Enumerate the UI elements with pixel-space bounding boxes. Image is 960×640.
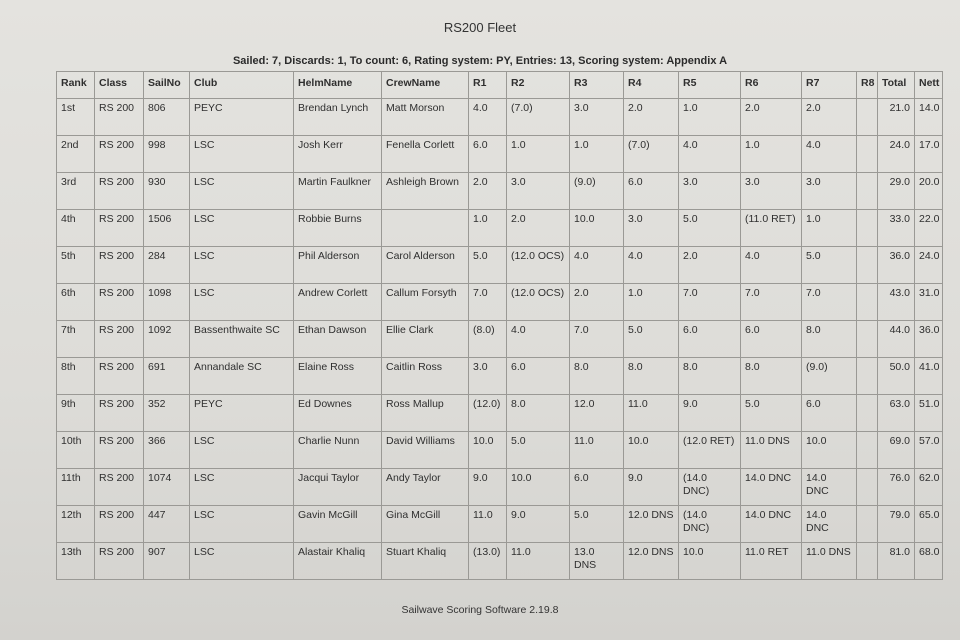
race-1-cell: 11.0 xyxy=(469,506,507,543)
sail-number-cell: 366 xyxy=(144,432,190,469)
race-5-cell: 10.0 xyxy=(679,543,741,580)
race-2-cell: (12.0 OCS) xyxy=(507,247,570,284)
race-6-cell: (11.0 RET) xyxy=(741,210,802,247)
race-4-cell: 11.0 xyxy=(624,395,679,432)
rank-cell: 13th xyxy=(57,543,95,580)
race-4-cell: 12.0 DNS xyxy=(624,506,679,543)
race-1-cell: 2.0 xyxy=(469,173,507,210)
sail-number-cell: 1098 xyxy=(144,284,190,321)
total-cell: 29.0 xyxy=(878,173,915,210)
race-8-cell xyxy=(857,321,878,358)
helm-name-cell: Gavin McGill xyxy=(294,506,382,543)
race-3-cell: (9.0) xyxy=(570,173,624,210)
results-body xyxy=(57,99,943,580)
rank-cell: 8th xyxy=(57,358,95,395)
race-7-cell: 10.0 xyxy=(802,432,857,469)
helm-name-cell: Josh Kerr xyxy=(294,136,382,173)
club-cell: PEYC xyxy=(190,99,294,136)
race-2-cell: 11.0 xyxy=(507,543,570,580)
class-cell: RS 200 xyxy=(95,321,144,358)
class-cell: RS 200 xyxy=(95,469,144,506)
series-summary: Sailed: 7, Discards: 1, To count: 6, Rating system: PY, Entries: 13, Scoring system: Appendix A xyxy=(232,55,728,67)
race-1-cell: 1.0 xyxy=(469,210,507,247)
club-cell: PEYC xyxy=(190,395,294,432)
club-cell: LSC xyxy=(190,136,294,173)
race-2-cell: 10.0 xyxy=(507,469,570,506)
column-header: R7 xyxy=(802,72,857,99)
race-7-cell: 11.0 DNS xyxy=(802,543,857,580)
class-cell: RS 200 xyxy=(95,99,144,136)
helm-name-cell: Ethan Dawson xyxy=(294,321,382,358)
nett-cell: 14.0 xyxy=(915,99,943,136)
race-7-cell: 2.0 xyxy=(802,99,857,136)
crew-name-cell: Ross Mallup xyxy=(382,395,469,432)
sail-number-cell: 691 xyxy=(144,358,190,395)
race-6-cell: 4.0 xyxy=(741,247,802,284)
total-cell: 79.0 xyxy=(878,506,915,543)
table-row xyxy=(57,99,943,136)
club-cell: LSC xyxy=(190,543,294,580)
race-2-cell: 9.0 xyxy=(507,506,570,543)
race-1-cell: (13.0) xyxy=(469,543,507,580)
total-cell: 69.0 xyxy=(878,432,915,469)
sail-number-cell: 998 xyxy=(144,136,190,173)
rank-cell: 10th xyxy=(57,432,95,469)
race-5-cell: (14.0 DNC) xyxy=(679,469,741,506)
rank-cell: 9th xyxy=(57,395,95,432)
rank-cell: 2nd xyxy=(57,136,95,173)
helm-name-cell: Brendan Lynch xyxy=(294,99,382,136)
race-6-cell: 14.0 DNC xyxy=(741,469,802,506)
column-header: Rank xyxy=(57,72,95,99)
club-cell: Bassenthwaite SC xyxy=(190,321,294,358)
table-row xyxy=(57,469,943,506)
nett-cell: 36.0 xyxy=(915,321,943,358)
class-cell: RS 200 xyxy=(95,395,144,432)
race-8-cell xyxy=(857,506,878,543)
race-6-cell: 8.0 xyxy=(741,358,802,395)
race-6-cell: 1.0 xyxy=(741,136,802,173)
column-header: HelmName xyxy=(294,72,382,99)
crew-name-cell: Andy Taylor xyxy=(382,469,469,506)
race-3-cell: 6.0 xyxy=(570,469,624,506)
crew-name-cell: Caitlin Ross xyxy=(382,358,469,395)
column-header: Nett xyxy=(915,72,943,99)
helm-name-cell: Ed Downes xyxy=(294,395,382,432)
total-cell: 43.0 xyxy=(878,284,915,321)
race-5-cell: 3.0 xyxy=(679,173,741,210)
nett-cell: 20.0 xyxy=(915,173,943,210)
club-cell: LSC xyxy=(190,469,294,506)
race-8-cell xyxy=(857,284,878,321)
class-cell: RS 200 xyxy=(95,210,144,247)
table-row xyxy=(57,136,943,173)
table-row xyxy=(57,506,943,543)
rank-cell: 7th xyxy=(57,321,95,358)
race-1-cell: 5.0 xyxy=(469,247,507,284)
race-8-cell xyxy=(857,358,878,395)
class-cell: RS 200 xyxy=(95,543,144,580)
crew-name-cell: Ellie Clark xyxy=(382,321,469,358)
race-7-cell: (9.0) xyxy=(802,358,857,395)
race-5-cell: 6.0 xyxy=(679,321,741,358)
race-4-cell: 9.0 xyxy=(624,469,679,506)
race-6-cell: 5.0 xyxy=(741,395,802,432)
race-7-cell: 4.0 xyxy=(802,136,857,173)
race-5-cell: 7.0 xyxy=(679,284,741,321)
rank-cell: 6th xyxy=(57,284,95,321)
nett-cell: 17.0 xyxy=(915,136,943,173)
race-6-cell: 7.0 xyxy=(741,284,802,321)
race-1-cell: (12.0) xyxy=(469,395,507,432)
race-1-cell: 6.0 xyxy=(469,136,507,173)
race-7-cell: 14.0 DNC xyxy=(802,506,857,543)
race-6-cell: 11.0 DNS xyxy=(741,432,802,469)
club-cell: LSC xyxy=(190,210,294,247)
race-4-cell: 4.0 xyxy=(624,247,679,284)
column-header: CrewName xyxy=(382,72,469,99)
page-title: RS200 Fleet xyxy=(443,20,517,35)
class-cell: RS 200 xyxy=(95,284,144,321)
race-7-cell: 8.0 xyxy=(802,321,857,358)
race-8-cell xyxy=(857,136,878,173)
race-3-cell: 10.0 xyxy=(570,210,624,247)
race-8-cell xyxy=(857,247,878,284)
race-5-cell: 2.0 xyxy=(679,247,741,284)
nett-cell: 24.0 xyxy=(915,247,943,284)
race-7-cell: 5.0 xyxy=(802,247,857,284)
race-2-cell: (7.0) xyxy=(507,99,570,136)
helm-name-cell: Jacqui Taylor xyxy=(294,469,382,506)
race-6-cell: 14.0 DNC xyxy=(741,506,802,543)
race-2-cell: 1.0 xyxy=(507,136,570,173)
race-3-cell: 2.0 xyxy=(570,284,624,321)
crew-name-cell xyxy=(382,210,469,247)
race-8-cell xyxy=(857,395,878,432)
race-4-cell: 2.0 xyxy=(624,99,679,136)
helm-name-cell: Elaine Ross xyxy=(294,358,382,395)
nett-cell: 57.0 xyxy=(915,432,943,469)
race-3-cell: 5.0 xyxy=(570,506,624,543)
race-5-cell: (14.0 DNC) xyxy=(679,506,741,543)
crew-name-cell: Gina McGill xyxy=(382,506,469,543)
sail-number-cell: 1506 xyxy=(144,210,190,247)
header-row xyxy=(57,72,943,99)
race-5-cell: 4.0 xyxy=(679,136,741,173)
helm-name-cell: Alastair Khaliq xyxy=(294,543,382,580)
race-1-cell: 10.0 xyxy=(469,432,507,469)
sail-number-cell: 447 xyxy=(144,506,190,543)
table-row xyxy=(57,395,943,432)
total-cell: 81.0 xyxy=(878,543,915,580)
table-row xyxy=(57,284,943,321)
race-6-cell: 11.0 RET xyxy=(741,543,802,580)
race-3-cell: 1.0 xyxy=(570,136,624,173)
race-4-cell: 10.0 xyxy=(624,432,679,469)
class-cell: RS 200 xyxy=(95,247,144,284)
sail-number-cell: 806 xyxy=(144,99,190,136)
total-cell: 76.0 xyxy=(878,469,915,506)
nett-cell: 51.0 xyxy=(915,395,943,432)
class-cell: RS 200 xyxy=(95,432,144,469)
nett-cell: 31.0 xyxy=(915,284,943,321)
race-3-cell: 12.0 xyxy=(570,395,624,432)
club-cell: LSC xyxy=(190,247,294,284)
race-1-cell: 9.0 xyxy=(469,469,507,506)
club-cell: LSC xyxy=(190,173,294,210)
column-header: R5 xyxy=(679,72,741,99)
helm-name-cell: Charlie Nunn xyxy=(294,432,382,469)
sail-number-cell: 1074 xyxy=(144,469,190,506)
race-5-cell: 1.0 xyxy=(679,99,741,136)
column-header: Class xyxy=(95,72,144,99)
race-6-cell: 6.0 xyxy=(741,321,802,358)
race-4-cell: 1.0 xyxy=(624,284,679,321)
race-4-cell: 6.0 xyxy=(624,173,679,210)
race-3-cell: 7.0 xyxy=(570,321,624,358)
race-8-cell xyxy=(857,99,878,136)
table-row xyxy=(57,321,943,358)
race-6-cell: 3.0 xyxy=(741,173,802,210)
race-4-cell: 5.0 xyxy=(624,321,679,358)
rank-cell: 5th xyxy=(57,247,95,284)
rank-cell: 4th xyxy=(57,210,95,247)
race-1-cell: 3.0 xyxy=(469,358,507,395)
race-3-cell: 11.0 xyxy=(570,432,624,469)
table-row xyxy=(57,543,943,580)
race-7-cell: 7.0 xyxy=(802,284,857,321)
total-cell: 21.0 xyxy=(878,99,915,136)
total-cell: 36.0 xyxy=(878,247,915,284)
sail-number-cell: 1092 xyxy=(144,321,190,358)
race-8-cell xyxy=(857,210,878,247)
race-5-cell: 8.0 xyxy=(679,358,741,395)
race-7-cell: 3.0 xyxy=(802,173,857,210)
nett-cell: 68.0 xyxy=(915,543,943,580)
race-3-cell: 8.0 xyxy=(570,358,624,395)
race-4-cell: 8.0 xyxy=(624,358,679,395)
race-8-cell xyxy=(857,543,878,580)
nett-cell: 62.0 xyxy=(915,469,943,506)
total-cell: 50.0 xyxy=(878,358,915,395)
table-row xyxy=(57,358,943,395)
crew-name-cell: Stuart Khaliq xyxy=(382,543,469,580)
column-header: R6 xyxy=(741,72,802,99)
race-1-cell: 4.0 xyxy=(469,99,507,136)
crew-name-cell: David Williams xyxy=(382,432,469,469)
race-8-cell xyxy=(857,173,878,210)
race-4-cell: 3.0 xyxy=(624,210,679,247)
race-4-cell: (7.0) xyxy=(624,136,679,173)
helm-name-cell: Phil Alderson xyxy=(294,247,382,284)
race-5-cell: (12.0 RET) xyxy=(679,432,741,469)
race-3-cell: 4.0 xyxy=(570,247,624,284)
column-header: Total xyxy=(878,72,915,99)
column-header: R3 xyxy=(570,72,624,99)
race-8-cell xyxy=(857,432,878,469)
results-table xyxy=(56,71,943,580)
race-2-cell: 8.0 xyxy=(507,395,570,432)
class-cell: RS 200 xyxy=(95,358,144,395)
sail-number-cell: 284 xyxy=(144,247,190,284)
race-2-cell: 5.0 xyxy=(507,432,570,469)
crew-name-cell: Fenella Corlett xyxy=(382,136,469,173)
column-header: R4 xyxy=(624,72,679,99)
club-cell: LSC xyxy=(190,506,294,543)
nett-cell: 41.0 xyxy=(915,358,943,395)
table-row xyxy=(57,432,943,469)
sail-number-cell: 907 xyxy=(144,543,190,580)
helm-name-cell: Andrew Corlett xyxy=(294,284,382,321)
race-3-cell: 13.0 DNS xyxy=(570,543,624,580)
table-row xyxy=(57,210,943,247)
race-1-cell: 7.0 xyxy=(469,284,507,321)
club-cell: LSC xyxy=(190,432,294,469)
race-2-cell: 2.0 xyxy=(507,210,570,247)
crew-name-cell: Ashleigh Brown xyxy=(382,173,469,210)
race-4-cell: 12.0 DNS xyxy=(624,543,679,580)
race-7-cell: 1.0 xyxy=(802,210,857,247)
race-6-cell: 2.0 xyxy=(741,99,802,136)
rank-cell: 11th xyxy=(57,469,95,506)
club-cell: LSC xyxy=(190,284,294,321)
column-header: R1 xyxy=(469,72,507,99)
race-2-cell: (12.0 OCS) xyxy=(507,284,570,321)
race-7-cell: 14.0 DNC xyxy=(802,469,857,506)
rank-cell: 3rd xyxy=(57,173,95,210)
table-row xyxy=(57,247,943,284)
column-header: R2 xyxy=(507,72,570,99)
total-cell: 44.0 xyxy=(878,321,915,358)
race-1-cell: (8.0) xyxy=(469,321,507,358)
helm-name-cell: Martin Faulkner xyxy=(294,173,382,210)
total-cell: 33.0 xyxy=(878,210,915,247)
class-cell: RS 200 xyxy=(95,173,144,210)
table-row xyxy=(57,173,943,210)
nett-cell: 22.0 xyxy=(915,210,943,247)
helm-name-cell: Robbie Burns xyxy=(294,210,382,247)
footer-credit: Sailwave Scoring Software 2.19.8 xyxy=(401,604,559,616)
rank-cell: 12th xyxy=(57,506,95,543)
crew-name-cell: Callum Forsyth xyxy=(382,284,469,321)
total-cell: 63.0 xyxy=(878,395,915,432)
race-3-cell: 3.0 xyxy=(570,99,624,136)
race-5-cell: 5.0 xyxy=(679,210,741,247)
race-2-cell: 4.0 xyxy=(507,321,570,358)
race-8-cell xyxy=(857,469,878,506)
race-2-cell: 6.0 xyxy=(507,358,570,395)
column-header: Club xyxy=(190,72,294,99)
sail-number-cell: 930 xyxy=(144,173,190,210)
total-cell: 24.0 xyxy=(878,136,915,173)
class-cell: RS 200 xyxy=(95,506,144,543)
column-header: SailNo xyxy=(144,72,190,99)
race-2-cell: 3.0 xyxy=(507,173,570,210)
rank-cell: 1st xyxy=(57,99,95,136)
club-cell: Annandale SC xyxy=(190,358,294,395)
nett-cell: 65.0 xyxy=(915,506,943,543)
race-7-cell: 6.0 xyxy=(802,395,857,432)
column-header: R8 xyxy=(857,72,878,99)
class-cell: RS 200 xyxy=(95,136,144,173)
crew-name-cell: Matt Morson xyxy=(382,99,469,136)
crew-name-cell: Carol Alderson xyxy=(382,247,469,284)
sail-number-cell: 352 xyxy=(144,395,190,432)
race-5-cell: 9.0 xyxy=(679,395,741,432)
